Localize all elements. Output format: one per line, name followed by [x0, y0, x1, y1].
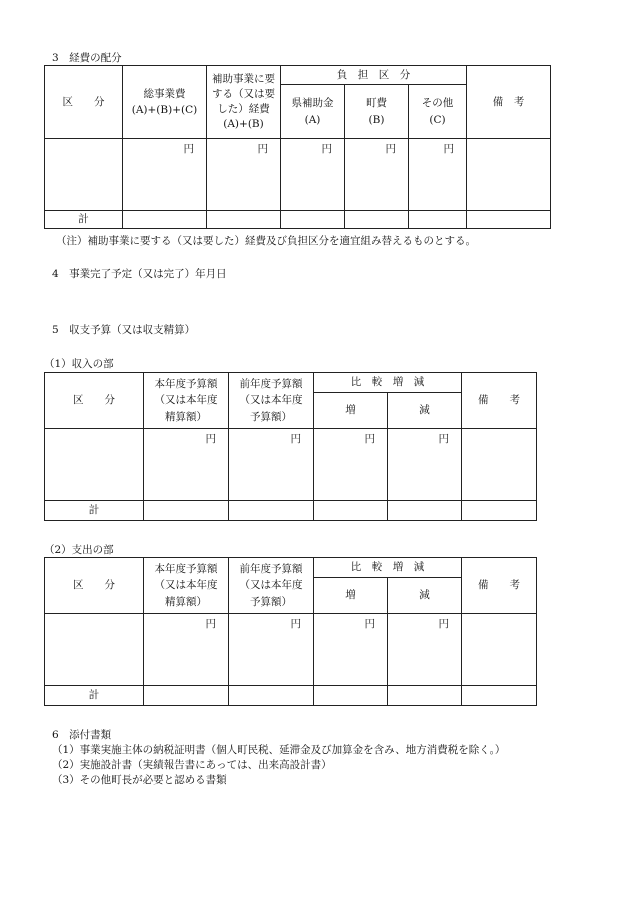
expense-header-decrease: 減 — [388, 578, 462, 614]
yen-unit: 円 — [207, 139, 281, 211]
data-cell — [462, 614, 537, 686]
header-subsidy-line3: した）経費 — [217, 103, 270, 115]
data-cell — [281, 211, 345, 229]
header-kubun: 区 分 — [45, 66, 123, 139]
total-label: 計 — [45, 211, 123, 229]
data-cell — [462, 501, 537, 521]
data-cell — [388, 501, 462, 521]
expense-allocation-table — [44, 65, 551, 229]
section3-title: 3 経費の配分 — [52, 52, 122, 64]
expense-header-compare: 比 較 増 減 — [314, 558, 462, 578]
header-town-cost-code: (B) — [368, 113, 385, 126]
yen-unit: 円 — [409, 139, 467, 211]
expense-header-remarks: 備 考 — [462, 558, 537, 614]
data-cell — [388, 686, 462, 706]
attachment-item-3: （3）その他町長が必要と認める書類 — [52, 774, 227, 786]
header-other — [409, 85, 467, 139]
header-total-cost-label: 総事業費 — [143, 87, 186, 100]
income-header-decrease: 減 — [388, 393, 462, 429]
header-burden-category: 負 担 区 分 — [281, 66, 467, 85]
expense-prev-year-line3: 予算額） — [250, 595, 292, 608]
data-cell — [467, 211, 551, 229]
header-other-code: (C) — [429, 113, 446, 126]
data-cell — [314, 686, 388, 706]
header-total-cost-formula: (A)+(B)+(C) — [131, 104, 198, 116]
data-cell — [345, 211, 409, 229]
data-cell — [144, 686, 229, 706]
expense-title: （2）支出の部 — [44, 544, 114, 556]
expense-total-label: 計 — [45, 686, 144, 706]
header-subsidy-line4: (A)+(B) — [223, 118, 264, 131]
yen-unit: 円 — [314, 429, 388, 501]
header-subsidy-line2: する（又は要 — [212, 87, 275, 100]
data-cell — [462, 429, 537, 501]
expense-prev-year-line2: （又は本年度 — [239, 579, 303, 592]
header-subsidy-line1: 補助事業に要 — [212, 72, 275, 85]
yen-unit: 円 — [123, 139, 207, 211]
yen-unit: 円 — [281, 139, 345, 211]
data-cell — [314, 501, 388, 521]
header-total-cost — [123, 66, 207, 139]
yen-unit: 円 — [314, 614, 388, 686]
data-cell — [207, 211, 281, 229]
income-this-year-line2: （又は本年度 — [154, 394, 218, 407]
yen-unit: 円 — [345, 139, 409, 211]
yen-unit: 円 — [229, 614, 314, 686]
yen-unit: 円 — [144, 429, 229, 501]
data-cell — [45, 429, 144, 501]
data-cell — [229, 686, 314, 706]
header-pref-subsidy-label: 県補助金 — [291, 97, 334, 110]
expense-header-prev-year — [229, 558, 314, 614]
expense-header-increase: 増 — [314, 578, 388, 614]
income-header-this-year — [144, 373, 229, 429]
income-this-year-line1: 本年度予算額 — [154, 378, 218, 391]
income-prev-year-line3: 予算額） — [250, 410, 292, 423]
expense-table — [44, 557, 537, 706]
data-cell — [123, 211, 207, 229]
income-prev-year-line2: （又は本年度 — [239, 394, 303, 407]
income-header-remarks: 備 考 — [462, 373, 537, 429]
expense-this-year-line1: 本年度予算額 — [154, 563, 218, 576]
header-pref-subsidy-code: (A) — [304, 113, 321, 126]
data-cell — [229, 501, 314, 521]
income-header-prev-year — [229, 373, 314, 429]
attachment-item-2: （2）実施設計書（実績報告書にあっては、出来高設計書） — [52, 759, 332, 771]
expense-header-kubun: 区 分 — [45, 558, 144, 614]
data-cell — [144, 501, 229, 521]
section3-note: （注）補助事業に要する（又は要した）経費及び負担区分を適宜組み替えるものとする。 — [56, 235, 476, 247]
section5-title: 5 収支予算（又は収支精算） — [52, 324, 196, 336]
expense-this-year-line2: （又は本年度 — [154, 579, 218, 592]
income-total-label: 計 — [45, 501, 144, 521]
header-subsidy-cost — [207, 66, 281, 139]
data-cell — [467, 139, 551, 211]
income-header-kubun: 区 分 — [45, 373, 144, 429]
header-town-cost-label: 町費 — [366, 97, 387, 110]
expense-this-year-line3: 精算額） — [165, 595, 207, 608]
data-cell — [462, 686, 537, 706]
section6-title: 6 添付書類 — [52, 729, 112, 741]
attachment-item-1: （1）事業実施主体の納税証明書（個人町民税、延滞金及び加算金を含み、地方消費税を除く。） — [52, 744, 506, 756]
expense-prev-year-line1: 前年度予算額 — [239, 563, 303, 576]
yen-unit: 円 — [388, 614, 462, 686]
yen-unit: 円 — [144, 614, 229, 686]
yen-unit: 円 — [388, 429, 462, 501]
income-title: （1）収入の部 — [44, 358, 114, 370]
income-table — [44, 372, 537, 521]
yen-unit: 円 — [229, 429, 314, 501]
data-cell — [45, 614, 144, 686]
expense-header-this-year — [144, 558, 229, 614]
header-remarks: 備 考 — [467, 66, 551, 139]
section4-title: 4 事業完了予定（又は完了）年月日 — [52, 268, 227, 280]
data-cell — [45, 139, 123, 211]
header-pref-subsidy — [281, 85, 345, 139]
income-prev-year-line1: 前年度予算額 — [239, 378, 303, 391]
data-cell — [409, 211, 467, 229]
header-other-label: その他 — [421, 97, 454, 110]
income-header-compare: 比 較 増 減 — [314, 373, 462, 393]
income-header-increase: 増 — [314, 393, 388, 429]
income-this-year-line3: 精算額） — [165, 410, 207, 423]
header-town-cost — [345, 85, 409, 139]
